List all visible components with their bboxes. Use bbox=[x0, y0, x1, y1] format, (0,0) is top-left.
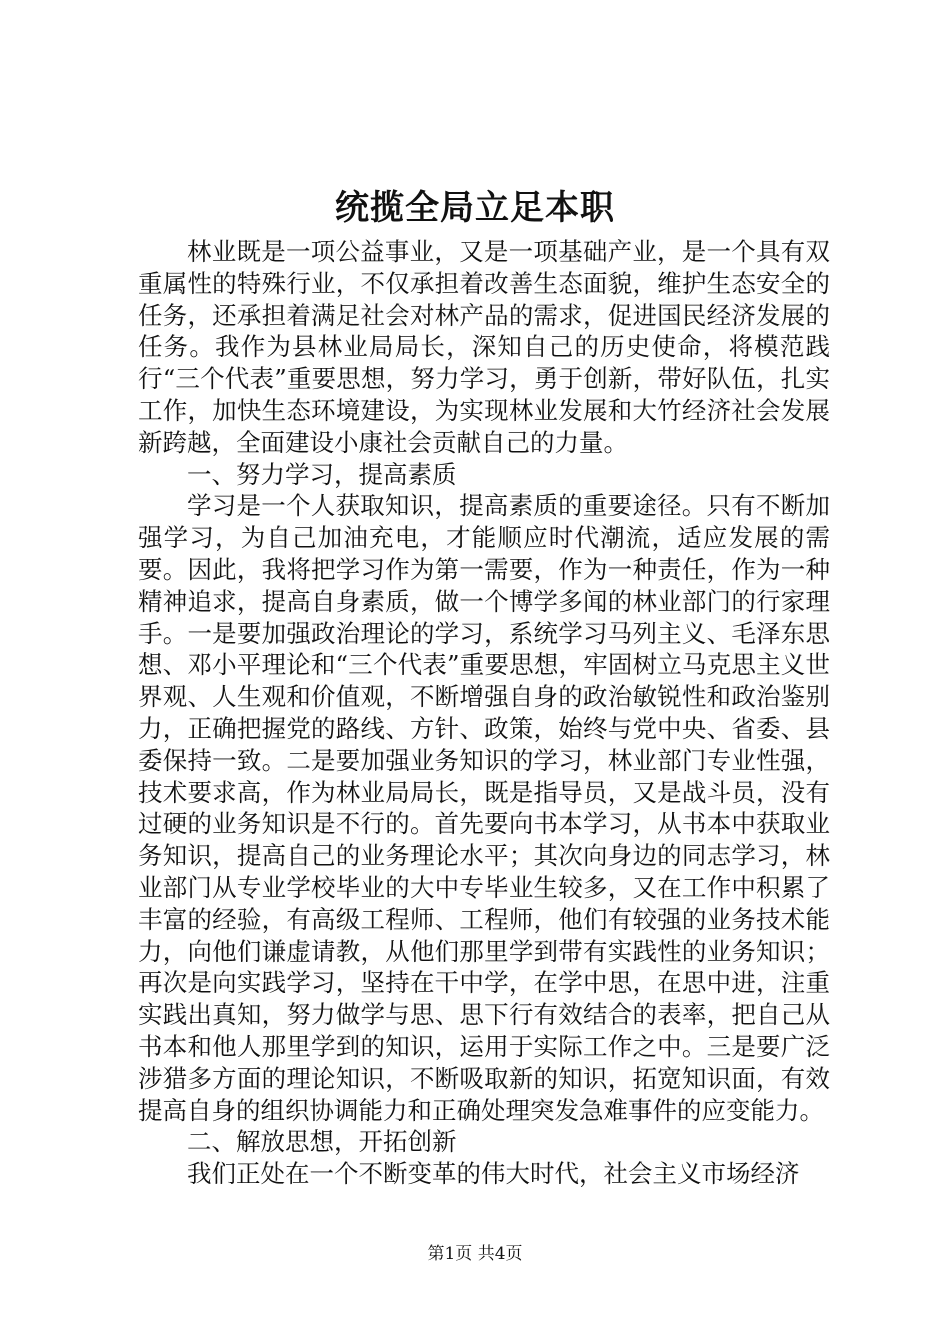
section-2-paragraph: 我们正处在一个不断变革的伟大时代，社会主义市场经济 bbox=[187, 1159, 800, 1189]
intro-paragraph: 林业既是一项公益事业，又是一项基础产业，是一个具有双重属性的特殊行业，不仅承担着改善生态面貌，维护生态安全的任务，还承担着满足社会对林产品的需求，促进国民经济发展的任务。我作为县林业局局长，深知自己的历史使命，将模范践行“三个代表”重要思想，努力学习，勇于创新，带好队伍，扎实工作，加快生态环境建设，为实现林业发展和大竹经济社会发展新跨越，全面建设小康社会贡献自己的力量。 bbox=[138, 237, 830, 457]
document-title: 统揽全局立足本职 bbox=[335, 188, 615, 228]
section-1-paragraph: 学习是一个人获取知识，提高素质的重要途径。只有不断加强学习，为自己加油充电，才能顺应时代潮流，适应发展的需要。因此，我将把学习作为第一需要，作为一种责任，作为一种精神追求，提高自身素质，做一个博学多闻的林业部门的行家理手。一是要加强政治理论的学习，系统学习马列主义、毛泽东思想、邓小平理论和“三个代表”重要思想，牢固树立马克思主义世界观、人生观和价值观，不断增强自身的政治敏锐性和政治鉴别力，正确把握党的路线、方针、政策，始终与党中央、省委、县委保持一致。二是要加强业务知识的学习，林业部门专业性强，技术要求高，作为林业局局长，既是指导员，又是战斗员，没有过硬的业务知识是不行的。首先要向书本学习，从书本中获取业务知识，提高自己的业务理论水平；其次向身边的同志学习，林业部门从专业学校毕业的大中专毕业生较多，又在工作中积累了丰富的经验，有高级工程师、工程师，他们有较强的业务技术能力，向他们谦虚请教，从他们那里学到带有实践性的业务知识；再次是向实践学习，坚持在干中学，在学中思，在思中进，注重实践出真知，努力做学与思、思下行有效结合的表率，把自己从书本和他人那里学到的知识，运用于实际工作之中。三是要广泛涉猎多方面的理论知识，不断吸取新的知识，拓宽知识面，有效提高自身的组织协调能力和正确处理突发急难事件的应变能力。 bbox=[138, 491, 830, 1125]
section-heading-1: 一、努力学习，提高素质 bbox=[187, 459, 457, 489]
document-body bbox=[138, 236, 830, 1190]
page-footer: 第1页 共4页 bbox=[427, 1244, 523, 1264]
section-heading-2: 二、解放思想，开拓创新 bbox=[187, 1127, 457, 1157]
